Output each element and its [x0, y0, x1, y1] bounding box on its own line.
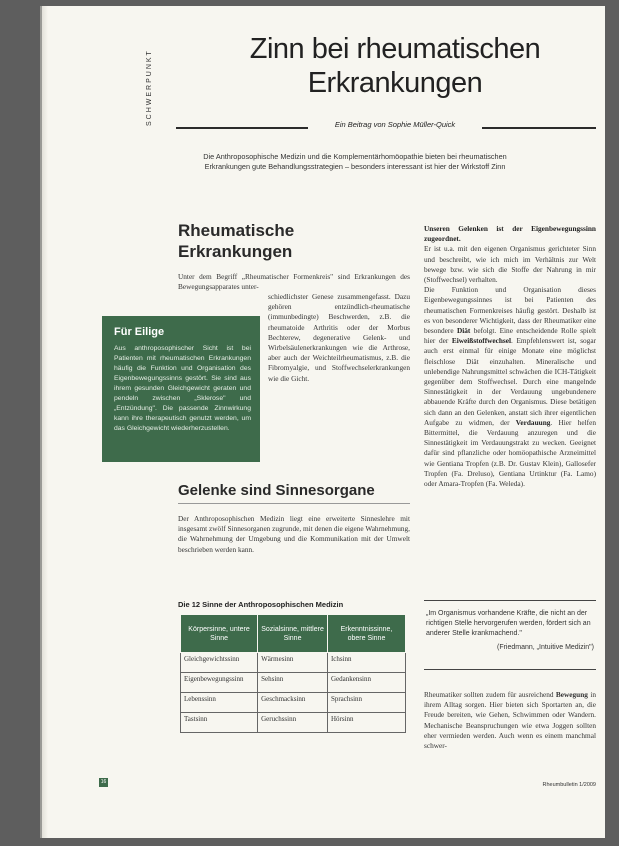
fuer-eilige-box — [102, 316, 260, 462]
senses-table — [180, 614, 406, 733]
right-para-2-text: Die Funktion und Organisation dieses Eigenbewegungssinnes ist bei Patienten des rheumatischen Formenkreises häufig gestört. Deshalb ist es von besonderer Wichtigkeit, dass der Rheumatiker eine besondere — [424, 285, 596, 336]
table-caption: Die 12 Sinne der Anthroposophischen Medizin — [178, 600, 344, 609]
right-bottom-text-c: in ihrem Alltag sorgen. Hier bieten sich Sportarten an, die Freude bereiten, wie Gehen, Schwimmen oder Wandern. Mechanische Beanspruchungen wie etwa Joggen sollten eher vermieden werden. Auch wenn es einem manchmal schwer- — [424, 690, 597, 751]
rheuma-lead-text: Unter dem Begriff „Rheumatischer Formenkreis" sind Erkrankungen des Bewegungsapparates unter- — [178, 272, 410, 292]
bold-term-bewegung: Bewegung — [555, 690, 588, 699]
footer-issue: Rheumbulletin 1/2009 — [542, 782, 596, 788]
page-spine — [40, 6, 42, 838]
bold-term-verdauung: Verdauung — [515, 417, 551, 427]
quote-source: (Friedmann, „Intuitive Medizin") — [496, 644, 594, 651]
fuer-eilige-title: Für Eilige — [114, 326, 165, 338]
table-header-row — [181, 615, 406, 653]
table-cell: Ichsinn — [327, 653, 405, 673]
table-cell: Tastsinn — [181, 713, 258, 733]
right-para-2-text: befolgt. Eine entscheidende Rolle spielt hier der — [424, 326, 596, 346]
page-title: Zinn bei rheumatischen Erkrankungen — [249, 33, 541, 99]
heading-rule — [178, 503, 410, 504]
table-header-cell: Körpersinne, untere Sinne — [181, 615, 258, 653]
right-column-text — [424, 224, 596, 489]
table-cell: Eigenbewegungssinn — [181, 673, 258, 693]
right-para-1 — [424, 224, 596, 285]
table-cell: Geruchssinn — [258, 713, 328, 733]
table-cell: Gedankensinn — [327, 673, 405, 693]
heading-rheumatische-erkrankungen: Rheumatische Erkrankungen — [178, 221, 295, 261]
table-row — [181, 713, 406, 733]
quote-box — [424, 600, 596, 670]
table-cell: Lebenssinn — [181, 693, 258, 713]
byline-rule-right — [482, 127, 596, 129]
right-bottom-text — [424, 690, 596, 751]
table-cell: Sehsinn — [258, 673, 328, 693]
table-cell: Hörsinn — [327, 713, 405, 733]
table-row — [181, 693, 406, 713]
table-header-cell: Erkenntnissinne, obere Sinne — [327, 615, 405, 653]
magazine-page — [40, 6, 605, 838]
table-cell: Geschmacksinn — [258, 693, 328, 713]
right-para-1-bold: Unseren Gelenken ist der Eigenbewegungssinn zugeordnet. — [424, 224, 596, 244]
table-row — [181, 653, 406, 673]
rheuma-body-text: schiedlichster Genese zusammengefasst. Dazu gehören entzündlich-rheumatische (immunbedingte) Beschwerden, z.B. die rheumatoide Arthritis oder der Morbus Bechterew, degenerative Gelenk- und Wirbelsäulenerkrankungen wie die Arthrose, aber auch der Weichteilrheumatismus, z.B. die Fibromyalgie, und Stoffwechselerkrankungen wie die Gicht. — [268, 292, 410, 383]
page-number: 16 — [100, 779, 107, 785]
table-cell: Sprachsinn — [327, 693, 405, 713]
heading-gelenke-sinnesorgane: Gelenke sind Sinnesorgane — [178, 482, 375, 499]
quote-text: „Im Organismus vorhandene Kräfte, die nicht an der richtigen Stelle hervorgerufen werden, fördert sich an anderer Stelle krankmachend." — [426, 610, 591, 637]
right-bottom-text-a: Rheumatiker sollten zudem für ausreichend — [424, 690, 556, 699]
right-para-2-text: . Hier helfen Bittermittel, die Verdauung anzuregen und die Sinnestätigkeit im Verdauungstrakt zu wecken. Geeignet dafür sind pflanzliche oder homöopathische Arzneimittel wie Gentiana Tropfen (z.B. Dr. Gustav Klein), Gallosefer Tropfen (Fa. Dreluso), Gentiana Urtinktur (Fa. Lamo) oder Amara-Tropfen (Fa. Weleda). — [424, 417, 596, 489]
right-para-1-text: Er ist u.a. mit den eigenen Organismus gerichteter Sinn und beschreibt, wie ich mich im Verhältnis zur Welt bewege bzw. wie sich die Stoffe der Nahrung in mir (Stoffwechsel) verhalten. — [424, 244, 596, 285]
section-tag: SCHWERPUNKT — [146, 49, 153, 126]
intro-paragraph: Die Anthroposophische Medizin und die Komplementärhomöopathie bieten bei rheumatischen Erkrankungen gute Behandlungsstrategien – besonders interessant ist hier der Wirkstoff Zinn — [203, 152, 507, 171]
gelenke-body-text: Der Anthroposophischen Medizin liegt eine erweiterte Sinneslehre mit insgesamt zwölf Sinnesorganen zugrunde, mit denen die eigene Wahrnehmung, die Wahrnehmung der Umgebung und die Kommunikation mit der Umwelt beschrieben werden kann. — [178, 514, 410, 554]
bold-term-eiweiss: Eiweißstoffwechsel — [451, 336, 512, 346]
right-para-2 — [424, 285, 596, 489]
fuer-eilige-text: Aus anthroposophischer Sicht ist bei Patienten mit rheumatischen Erkrankungen häufig die Funktion und Organisation des Eigenbewegungssinns gestört. Sie sind aus ihrem gesunden Gleichgewicht geraten und pendeln zwischen „Sklerose" und „Entzündung". Die passende Zinnwirkung kann ihre therapeutisch genutzt werden, um das Gleichgewicht wiederherzustellen. — [114, 345, 251, 432]
table-header-cell: Sozialsinne, mittlere Sinne — [258, 615, 328, 653]
table-cell: Gleichgewichtssinn — [181, 653, 258, 673]
table-row — [181, 673, 406, 693]
bold-term-diaet: Diät — [456, 326, 471, 336]
right-para-2-text: . Empfehlenswert ist, sogar auch erst einmal für einige Monate eine möglichst fleischlose Diät einzuhalten. Mineralische und unlebendige Nahrungsmittel schwächen die ICH-Tätigkeit gegenüber dem Stoffwechsel. Durch eine mangelnde Sinnestätigkeit in der Verdauung ungebundenere abbauende Kräfte durch den Organismus. Diese betätigen sich dann an den Gelenken, anstatt sich ihrer eigentlichen Aufgabe zu widmen, der — [424, 336, 597, 427]
byline: Ein Beitrag von Sophie Müller-Quick — [334, 120, 456, 129]
byline-rule-left — [176, 127, 308, 129]
table-cell: Wärmesinn — [258, 653, 328, 673]
